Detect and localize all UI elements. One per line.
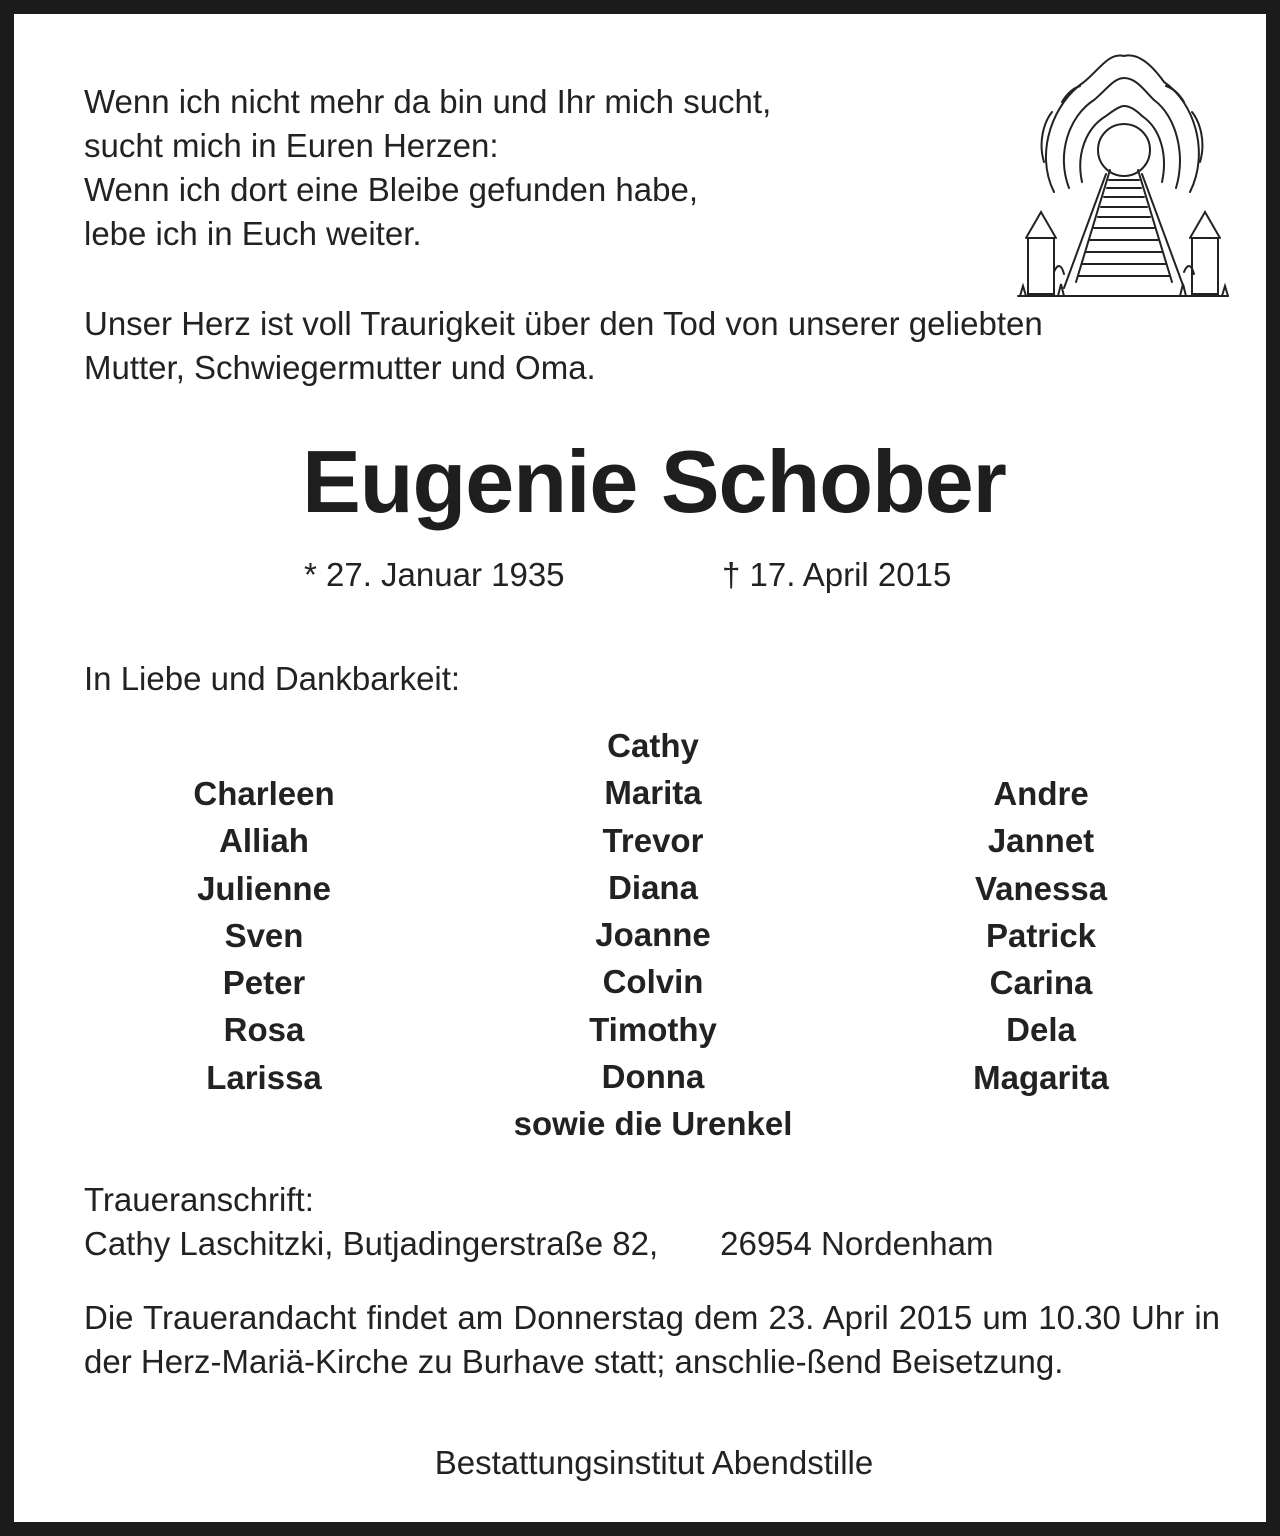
address-label: Traueranschrift: <box>84 1181 314 1218</box>
mourner-name: Julienne <box>197 869 331 907</box>
address-city: 26954 Nordenham <box>720 1225 994 1262</box>
mourners-middle-column <box>473 722 833 1148</box>
mourners-heading: In Liebe und Dankbarkeit: <box>84 660 461 697</box>
mourners-right-column <box>861 770 1221 1101</box>
poem-line: Wenn ich dort eine Bleibe gefunden habe, <box>84 171 699 208</box>
intro-text <box>84 302 1043 390</box>
mourner-name: Donna <box>601 1058 705 1096</box>
mourning-address <box>84 1178 994 1266</box>
mourner-name: Cathy <box>607 727 699 764</box>
mourner-name: Timothy <box>589 1010 717 1048</box>
poem-line: Wenn ich nicht mehr da bin und Ihr mich sucht, <box>84 83 772 120</box>
deceased-name: Eugenie Schober <box>302 432 1006 531</box>
poem <box>84 80 771 256</box>
address-street: Cathy Laschitzki, Butjadingerstraße 82, <box>84 1225 659 1262</box>
great-grandchildren-line: sowie die Urenkel <box>513 1105 793 1143</box>
mourner-name: Joanne <box>595 916 711 954</box>
mourner-name: Larissa <box>206 1058 322 1096</box>
poem-line: sucht mich in Euren Herzen: <box>84 127 499 164</box>
mourner-name: Trevor <box>602 821 704 859</box>
mourner-name: Patrick <box>985 916 1097 954</box>
mourner-name: Charleen <box>193 775 335 812</box>
mourner-name: Andre <box>993 775 1089 812</box>
mourner-name: Alliah <box>219 822 309 860</box>
stairway-to-light-icon <box>1014 42 1232 304</box>
mourner-name: Sven <box>224 916 304 954</box>
intro-line: Unser Herz ist voll Traurigkeit über den Tod von unserer geliebten <box>84 305 1043 342</box>
birth-date: * 27. Januar 1935 <box>304 556 565 593</box>
mourner-name: Jannet <box>987 822 1095 860</box>
mourner-name: Peter <box>222 964 306 1002</box>
poem-line: lebe ich in Euch weiter. <box>84 215 422 252</box>
address-line <box>84 1222 994 1266</box>
mourner-name: Carina <box>989 964 1093 1002</box>
mourner-name: Rosa <box>223 1011 305 1049</box>
death-date: † 17. April 2015 <box>722 556 952 593</box>
mourners-left-column <box>84 770 444 1101</box>
mourner-name: Marita <box>604 774 702 812</box>
mourner-name: Vanessa <box>974 869 1108 907</box>
mourner-name: Magarita <box>973 1058 1109 1096</box>
intro-line: Mutter, Schwiegermutter und Oma. <box>84 349 596 386</box>
ceremony-info: Die Trauerandacht findet am Donnerstag dem 23. April 2015 um 10.30 Uhr in der Herz-Mariä-Kirche zu Burhave statt; anschlie-ßend Beisetzung. <box>84 1299 1220 1380</box>
mourner-name: Diana <box>608 868 698 906</box>
mourner-name: Colvin <box>602 963 704 1001</box>
funeral-home: Bestattungsinstitut Abendstille <box>434 1444 874 1481</box>
mourner-name: Dela <box>1006 1011 1076 1049</box>
